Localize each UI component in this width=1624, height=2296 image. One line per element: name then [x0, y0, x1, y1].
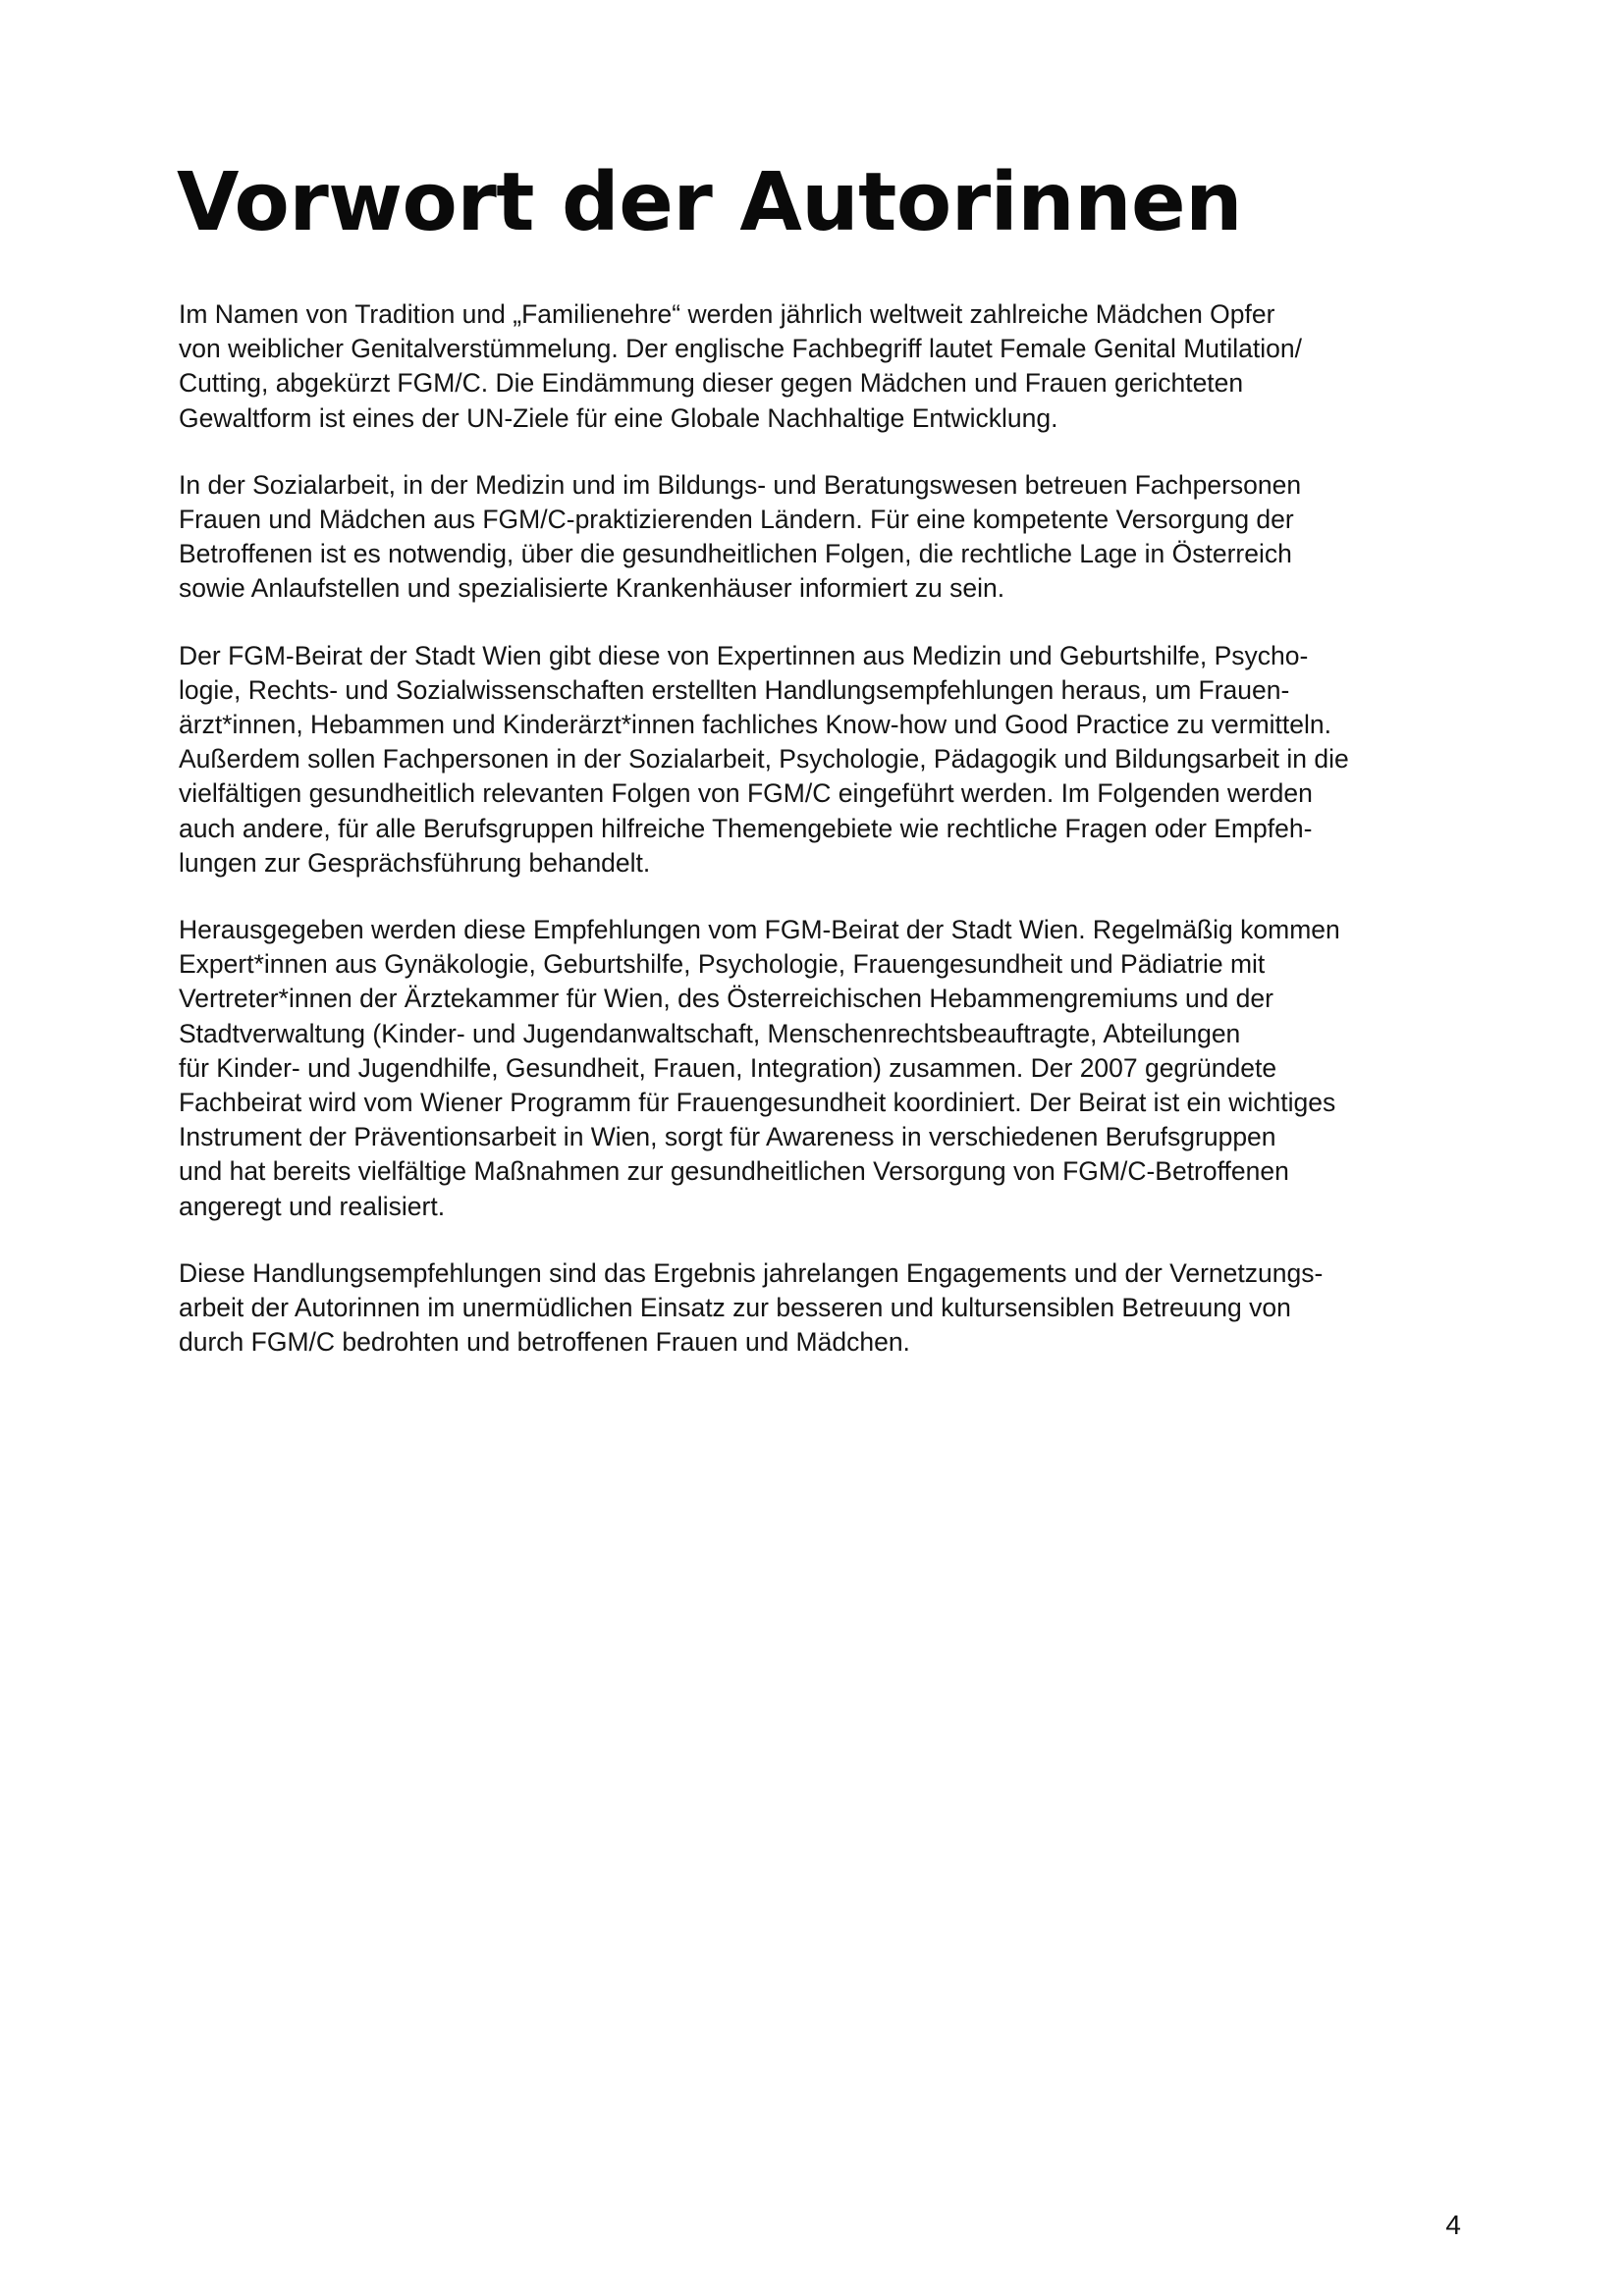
paragraph-2	[179, 468, 1455, 607]
page-title: Vorwort der Autorinnen	[177, 156, 1242, 249]
text-line: Cutting, abgekürzt FGM/C. Die Eindämmung dieser gegen Mädchen und Frauen gerichteten	[179, 368, 1244, 399]
text-line: Frauen und Mädchen aus FGM/C-praktizierenden Ländern. Für eine kompetente Versorgung der	[179, 505, 1294, 535]
text-line: durch FGM/C bedrohten und betroffenen Frauen und Mädchen.	[179, 1327, 910, 1358]
text-line: lungen zur Gesprächsführung behandelt.	[179, 847, 651, 878]
text-line: logie, Rechts- und Sozialwissenschaften erstellten Handlungsempfehlungen heraus, um Frauen-	[179, 674, 1290, 705]
text-line: ärzt*innen, Hebammen und Kinderärzt*innen fachliches Know-how und Good Practice zu vermitteln.	[179, 710, 1331, 740]
paragraph-5	[179, 1256, 1455, 1361]
text-line: Stadtverwaltung (Kinder- und Jugendanwaltschaft, Menschenrechtsbeauftragte, Abteilungen	[179, 1018, 1241, 1048]
text-line: angeregt und realisiert.	[179, 1191, 446, 1221]
page-number: 4	[1445, 2210, 1461, 2240]
text-line: vielfältigen gesundheitlich relevanten Folgen von FGM/C eingeführt werden. Im Folgenden werden	[179, 778, 1313, 809]
body-text	[179, 297, 1455, 1392]
text-line: Im Namen von Tradition und „Familienehre“ werden jährlich weltweit zahlreiche Mädchen Opfer	[179, 299, 1275, 329]
text-line: Der FGM-Beirat der Stadt Wien gibt diese von Expertinnen aus Medizin und Geburtshilfe, Psycho-	[179, 640, 1309, 670]
text-line: Expert*innen aus Gynäkologie, Geburtshilfe, Psychologie, Frauengesundheit und Pädiatrie mit	[179, 949, 1266, 980]
text-line: für Kinder- und Jugendhilfe, Gesundheit, Frauen, Integration) zusammen. Der 2007 gegründete	[179, 1052, 1277, 1083]
text-line: Vertreter*innen der Ärztekammer für Wien, des Österreichischen Hebammengremiums und der	[179, 984, 1273, 1014]
text-line: auch andere, für alle Berufsgruppen hilfreiche Themengebiete wie rechtliche Fragen oder Empfeh-	[179, 813, 1313, 843]
text-line: In der Sozialarbeit, in der Medizin und im Bildungs- und Beratungswesen betreuen Fachpersonen	[179, 469, 1302, 500]
text-line: Herausgegeben werden diese Empfehlungen vom FGM-Beirat der Stadt Wien. Regelmäßig kommen	[179, 915, 1340, 945]
paragraph-4	[179, 913, 1455, 1224]
text-line: Diese Handlungsempfehlungen sind das Ergebnis jahrelangen Engagements und der Vernetzungs-	[179, 1257, 1324, 1288]
text-line: Gewaltform ist eines der UN-Ziele für eine Globale Nachhaltige Entwicklung.	[179, 402, 1058, 433]
paragraph-3	[179, 639, 1455, 881]
text-line: Instrument der Präventionsarbeit in Wien, sorgt für Awareness in verschiedenen Berufsgruppen	[179, 1122, 1276, 1152]
paragraph-1	[179, 297, 1455, 436]
text-line: sowie Anlaufstellen und spezialisierte Krankenhäuser informiert zu sein.	[179, 573, 1005, 604]
text-line: Fachbeirat wird vom Wiener Programm für Frauengesundheit koordiniert. Der Beirat ist ein wichtiges	[179, 1088, 1336, 1118]
text-line: Außerdem sollen Fachpersonen in der Sozialarbeit, Psychologie, Pädagogik und Bildungsarbeit in die	[179, 744, 1349, 774]
text-line: und hat bereits vielfältige Maßnahmen zur gesundheitlichen Versorgung von FGM/C-Betroffenen	[179, 1156, 1289, 1187]
text-line: von weiblicher Genitalverstümmelung. Der englische Fachbegriff lautet Female Genital Mutilation/	[179, 334, 1302, 364]
text-line: arbeit der Autorinnen im unermüdlichen Einsatz zur besseren und kultursensiblen Betreuung von	[179, 1293, 1291, 1323]
text-line: Betroffenen ist es notwendig, über die gesundheitlichen Folgen, die rechtliche Lage in Österreich	[179, 539, 1292, 569]
